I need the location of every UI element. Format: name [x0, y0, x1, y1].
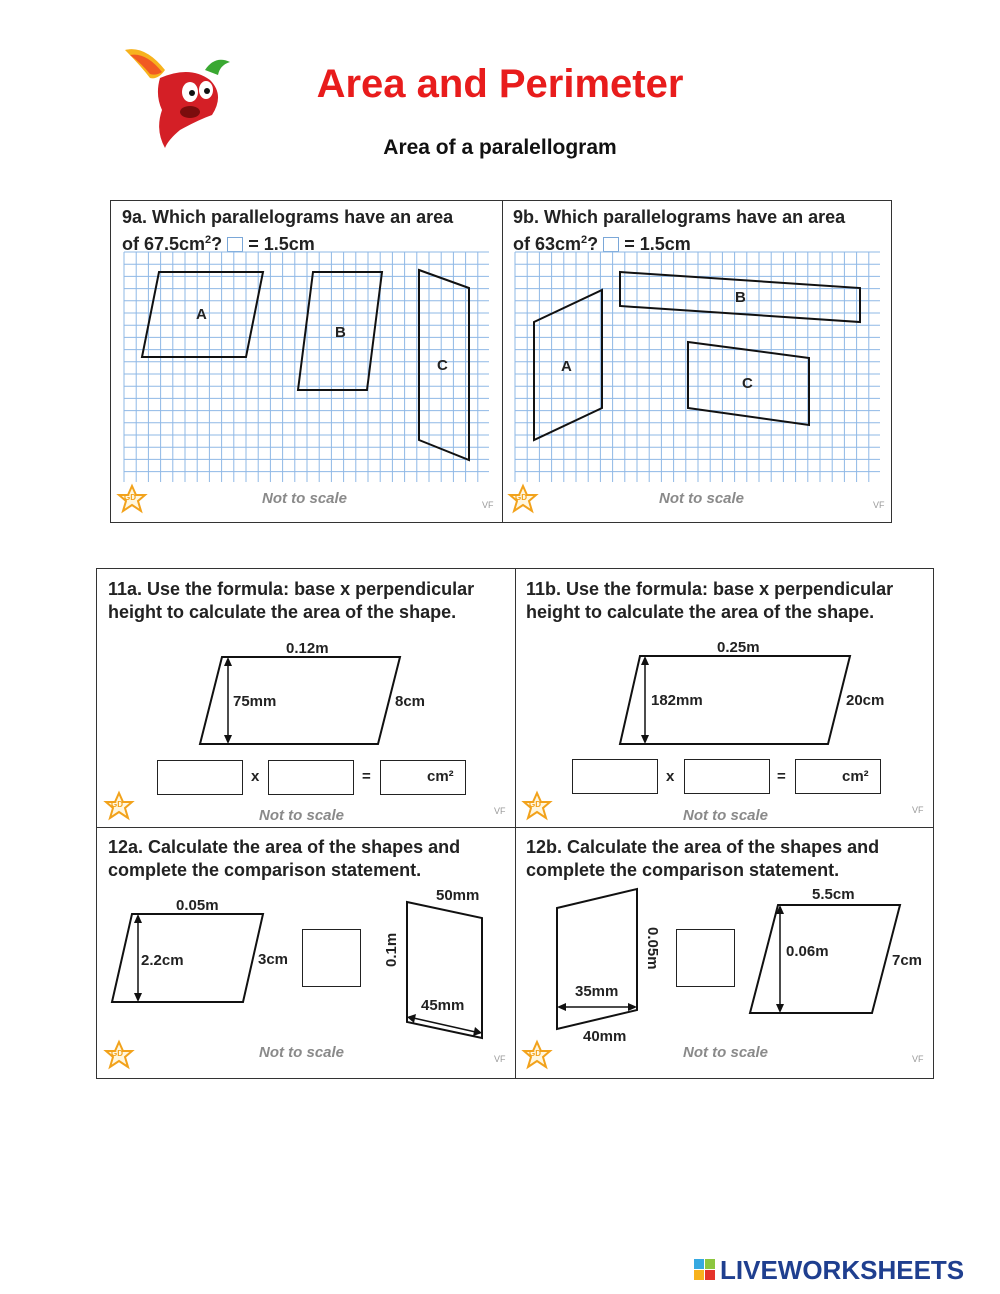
question-12a-text: 12a. Calculate the area of the shapes and complete the comparison statement.	[108, 837, 461, 880]
side-label-11a: 8cm	[395, 693, 426, 710]
star-badge-9a: GD	[117, 484, 147, 519]
base-label-12a: 0.05m	[176, 897, 219, 914]
vf-mark-11a: VF	[494, 806, 506, 816]
height-label-12b: 0.05m	[644, 927, 661, 970]
height-label-12b-shape2: 0.06m	[786, 943, 829, 960]
inner-label-12b: 35mm	[575, 983, 619, 1000]
liveworksheets-logo-icon	[694, 1259, 716, 1281]
not-to-scale-11b: Not to scale	[683, 807, 769, 824]
base-label-11b: 0.25m	[717, 639, 760, 656]
base-label-12b: 40mm	[583, 1028, 627, 1045]
not-to-scale-12b: Not to scale	[683, 1044, 769, 1061]
height-label-11a: 75mm	[233, 693, 277, 710]
vf-mark-9a: VF	[482, 500, 494, 510]
page-subtitle: Area of a paralellogram	[383, 136, 617, 159]
height-label-12a-shape2: 45mm	[421, 997, 465, 1014]
not-to-scale-11a: Not to scale	[259, 807, 345, 824]
question-9a-line1: 9a. Which parallelograms have an area	[122, 207, 454, 227]
shape-label-9b-b: B	[735, 289, 746, 306]
shape-label-9a-a: A	[196, 306, 207, 323]
question-11a-text: 11a. Use the formula: base x perpendicular height to calculate the area of the shape.	[108, 579, 475, 622]
not-to-scale-9a: Not to scale	[262, 490, 348, 507]
question-9a-line2: of $67.5cm^2$? = 1.5cm	[122, 234, 315, 254]
base-label-11a: 0.12m	[286, 640, 329, 657]
equals-sign-11b: =	[777, 768, 786, 785]
top-label-12a-shape2: 50mm	[436, 887, 480, 904]
side-label-12b-shape2: 7cm	[892, 952, 923, 969]
side-label-12a: 3cm	[258, 951, 289, 968]
height-label-11b: 182mm	[651, 692, 703, 709]
question-11b-text: 11b. Use the formula: base x perpendicular height to calculate the area of the shape.	[526, 579, 894, 622]
star-badge-11b: GD	[522, 791, 552, 826]
page-title: Area and Perimeter	[316, 62, 684, 106]
times-sign-11b: x	[666, 768, 675, 785]
liveworksheets-brand[interactable]: LIVEWORKSHEETS	[720, 1255, 965, 1285]
question-9b-line2: of $63cm^2$? = 1.5cm	[513, 234, 691, 254]
equals-sign-11a: =	[362, 768, 371, 785]
top-label-12b-shape2: 5.5cm	[812, 886, 855, 903]
not-to-scale-9b: Not to scale	[659, 490, 745, 507]
question-9b-line1: 9b. Which parallelograms have an area	[513, 207, 846, 227]
shape-label-9a-b: B	[335, 324, 346, 341]
left-label-12a-shape2: 0.1m	[383, 932, 400, 967]
unit-label-11b: cm²	[842, 768, 869, 785]
star-badge-11a: GD	[104, 791, 134, 826]
star-badge-12a: GD	[104, 1040, 134, 1075]
vf-mark-11b: VF	[912, 805, 924, 815]
not-to-scale-12a: Not to scale	[259, 1044, 345, 1061]
height-label-12a: 2.2cm	[141, 952, 184, 969]
unit-label-11a: cm²	[427, 768, 454, 785]
shape-label-9a-c: C	[437, 357, 448, 374]
shape-label-9b-c: C	[742, 375, 753, 392]
question-12b-text: 12b. Calculate the area of the shapes and complete the comparison statement.	[526, 837, 880, 880]
star-badge-9b: GD	[508, 484, 538, 519]
side-label-11b: 20cm	[846, 692, 885, 709]
times-sign-11a: x	[251, 768, 260, 785]
comparison-box-12b[interactable]	[676, 929, 735, 987]
star-badge-12b: GD	[522, 1040, 552, 1075]
vf-mark-9b: VF	[873, 500, 885, 510]
shape-label-9b-a: A	[561, 358, 572, 375]
vf-mark-12b: VF	[912, 1054, 924, 1064]
vf-mark-12a: VF	[494, 1054, 506, 1064]
